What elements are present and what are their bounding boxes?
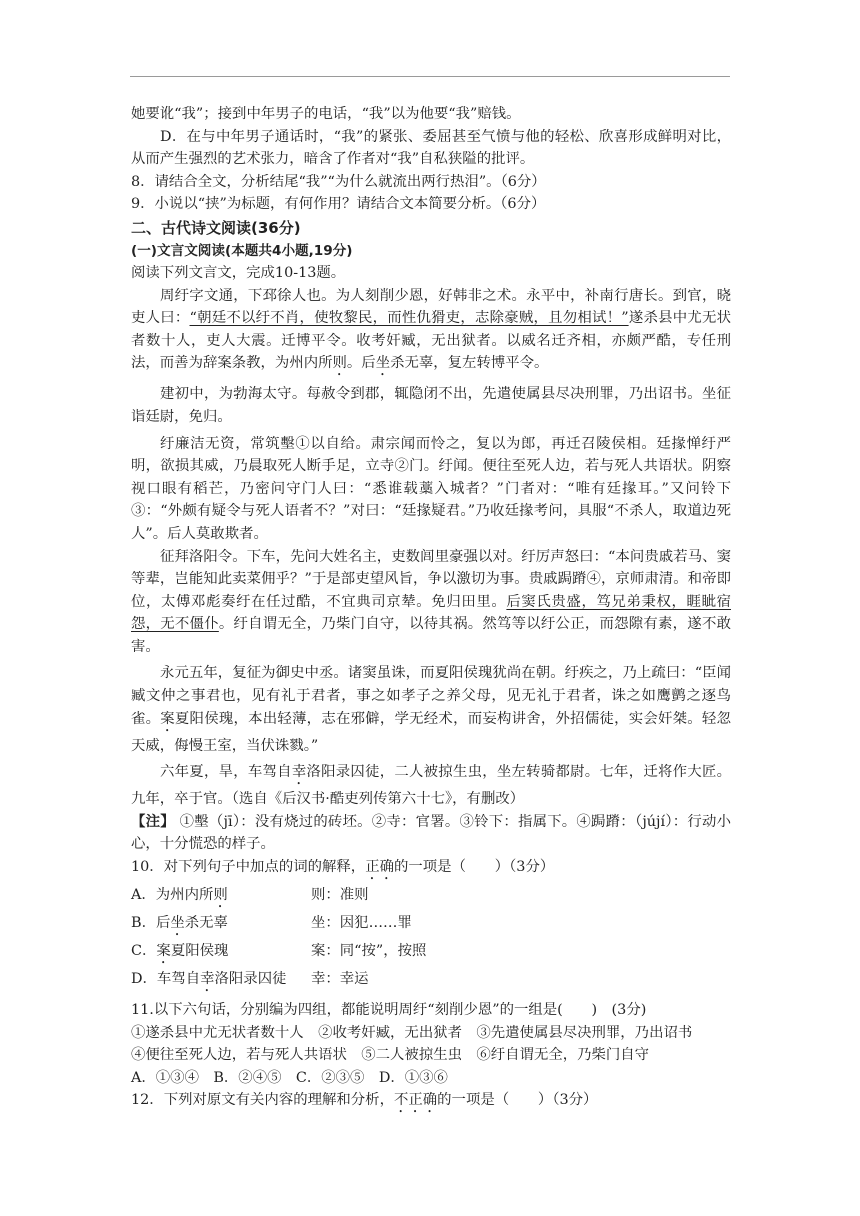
dotted-word: 坐 [170,915,185,932]
section-heading: 二、古代诗文阅读(36分) [131,218,301,237]
text-span: 10．对下列句子中加点的词的解释， [131,859,366,876]
dotted-word: 幸 [200,971,215,988]
dotted-word: 则 [213,887,228,904]
dotted-word: 案 [160,710,175,727]
underlined-sentence: “朝廷不以纡不肖，使牧黎民，而性仇猾吏，志除豪贼，且勿相试！” [189,310,629,327]
text-span: 洛阳录囚徒，二人被掠生虫，坐左转骑都尉。七年，迁将作大匠。九年，卒于官。（选自《后汉书·酷吏列传第六十七》，有删改） [131,764,731,808]
dotted-keyword: 不正确 [393,1092,438,1109]
passage-paragraph-5 [131,662,731,757]
question-9: 9．小说以“挟”为标题，有何作用？请结合文本简要分析。（6分） [131,196,546,213]
underlined-sentence: 后窦氏贵盛，笃兄弟秉权，睚眦宿怨，无不僵仆 [131,593,731,633]
text-span: 六年夏，旱，车驾自 [160,764,292,781]
option-meaning: 坐：因犯……罪 [311,915,412,932]
reading-instruction: 阅读下列文言文，完成10-13题。 [131,264,346,281]
subsection-heading: (一)文言文阅读(本题共4小题,19分) [131,242,353,259]
q10-option-b [131,911,731,939]
text-span: 夏阳侯瑰，本出轻薄，志在邪僻，学无经术，而妄构讲舍，外招儒徒，实会奸桀。轻忽天威，侮慢王室，当伏诛戮。” [131,710,731,754]
option-text: B．后坐杀无辜 [131,915,228,932]
text-span: 。纡自谓无全，乃柴门自守，以待其祸。然笃等以纡公正，而怨隙有素，遂不敢害。 [131,616,731,655]
question-11: 11.以下六句话，分别编为四组，都能说明周纡“刻削少恩”的一组是( ) (3分) [131,1002,647,1019]
text-span: 征拜洛阳令。下车，先问大姓名主，吏数闾里豪强以对。纡厉声怒曰：“本问贵戚若马、窦等辈，岂能知此卖菜佣乎？”于是部吏望风旨，争以激切为事。贵戚跼蹐④，京师肃清。和帝即位，太傅邓彪奏纡在任过酷，不宜典司京辇。免归田里。 [131,548,731,610]
note-label: 【注】 [131,813,175,830]
option-meaning: 幸：幸运 [311,971,369,988]
text-span: 的一项是（ ）（3分） [393,859,555,876]
passage-paragraph-4 [131,546,731,659]
document-body [131,103,731,1116]
text-span: 的一项是（ ）（3分） [437,1092,598,1109]
dotted-word: 坐 [375,355,391,372]
question-10 [131,856,731,883]
option-meaning: 案：同“按”，按照 [311,943,427,960]
text-span: 12．下列对原文有关内容的理解和分析， [131,1092,394,1109]
text-span: 永元五年，复征为御史中丞。诸窦虽诛，而夏阳侯瑰犹尚在朝。纡疾之，乃上疏曰：“臣闻臧文仲之事君也，见有礼于君者，事之如孝子之养父母，见无礼于君者，诛之如鹰鹯之逐鸟雀。 [131,665,731,727]
note-text: ①墼（jī）：没有烧过的砖坯。②寺：官署。③铃下：指属下。④跼蹐：（jújí）：行动小心，十分慌恐的样子。 [131,813,731,853]
header-rule [130,76,730,77]
passage-paragraph-3: 纡廉洁无资，常筑墼①以自给。肃宗闻而怜之，复以为郎，再迁召陵侯相。廷掾惮纡严明，欲损其威，乃晨取死人断手足，立寺②门。纡闻。便往至死人边，若与死人共语状。阴察视口眼有稻芒，乃密问守门人曰：“悉谁载藁入城者？”门者对：“唯有廷掾耳。”又问铃下③：“外颇有疑令与死人语者不？”对曰：“廷掾疑君。”乃收廷掾考问，具服“不杀人，取道边死人”。后人莫敢欺者。 [131,435,731,542]
option-meaning: 则：准则 [311,887,369,904]
text-span: 。后 [346,355,376,372]
dotted-word: 则 [332,355,347,372]
option-text: A．为州内所则 [131,887,228,904]
passage-paragraph-2: 建初中，为勃海太守。每赦令到郡，辄隐闭不出，先遣使属县尽决刑罪，乃出诏书。坐征诣廷尉，免归。 [131,386,731,425]
option-text: D．车驾自幸洛阳录囚徒 [131,971,287,988]
question-12 [131,1089,731,1116]
option-text: C．案夏阳侯瑰 [131,943,229,960]
text-span: 周纡字文通，下邳徐人也。为人刻削少恩，好韩非之术。永平中，补南行唐长。到官，晓吏人曰： [131,287,731,327]
passage-paragraph-6 [131,761,731,811]
option-d: D．在与中年男子通话时，“我”的紧张、委屈甚至气愤与他的轻松、欣喜形成鲜明对比，从而产生强烈的艺术张力，暗含了作者对“我”自私狭隘的批评。 [131,128,731,168]
continued-option-line: 她要讹“我”；接到中年男子的电话，“我”以为他要“我”赔钱。 [131,106,521,122]
dotted-word: 幸 [291,764,307,781]
q11-answers: A．①③④ B．②④⑤ C．②③⑤ D．①③⑥ [131,1069,448,1086]
dotted-keyword: 正确 [365,859,394,876]
annotation-note [131,811,731,856]
q11-items-2: ④便往至死人边，若与死人共语状 ⑤二人被掠生虫 ⑥纡自谓无全，乃柴门自守 [131,1047,650,1064]
text-span: 遂杀县中尤无状者数十人，吏人大震。迁博平令。收考奸臧，无出狱者。以威名迁齐相，亦颇严酷，专任刑法，而善为辞案条教，为州内所 [131,310,731,372]
dotted-word: 案 [156,943,171,960]
q10-option-d [131,967,731,995]
q11-items-1: ①遂杀县中尤无状者数十人 ②收考奸臧，无出狱者 ③先遣使属县尽决刑罪，乃出诏书 [131,1024,693,1041]
q10-option-a [131,883,731,911]
question-8: 8．请结合全文，分析结尾“我”“为什么就流出两行热泪”。（6分） [131,173,546,190]
text-span: 杀无辜，复左转博平令。 [390,355,549,372]
q10-option-c [131,939,731,967]
passage-paragraph-1 [131,285,731,380]
